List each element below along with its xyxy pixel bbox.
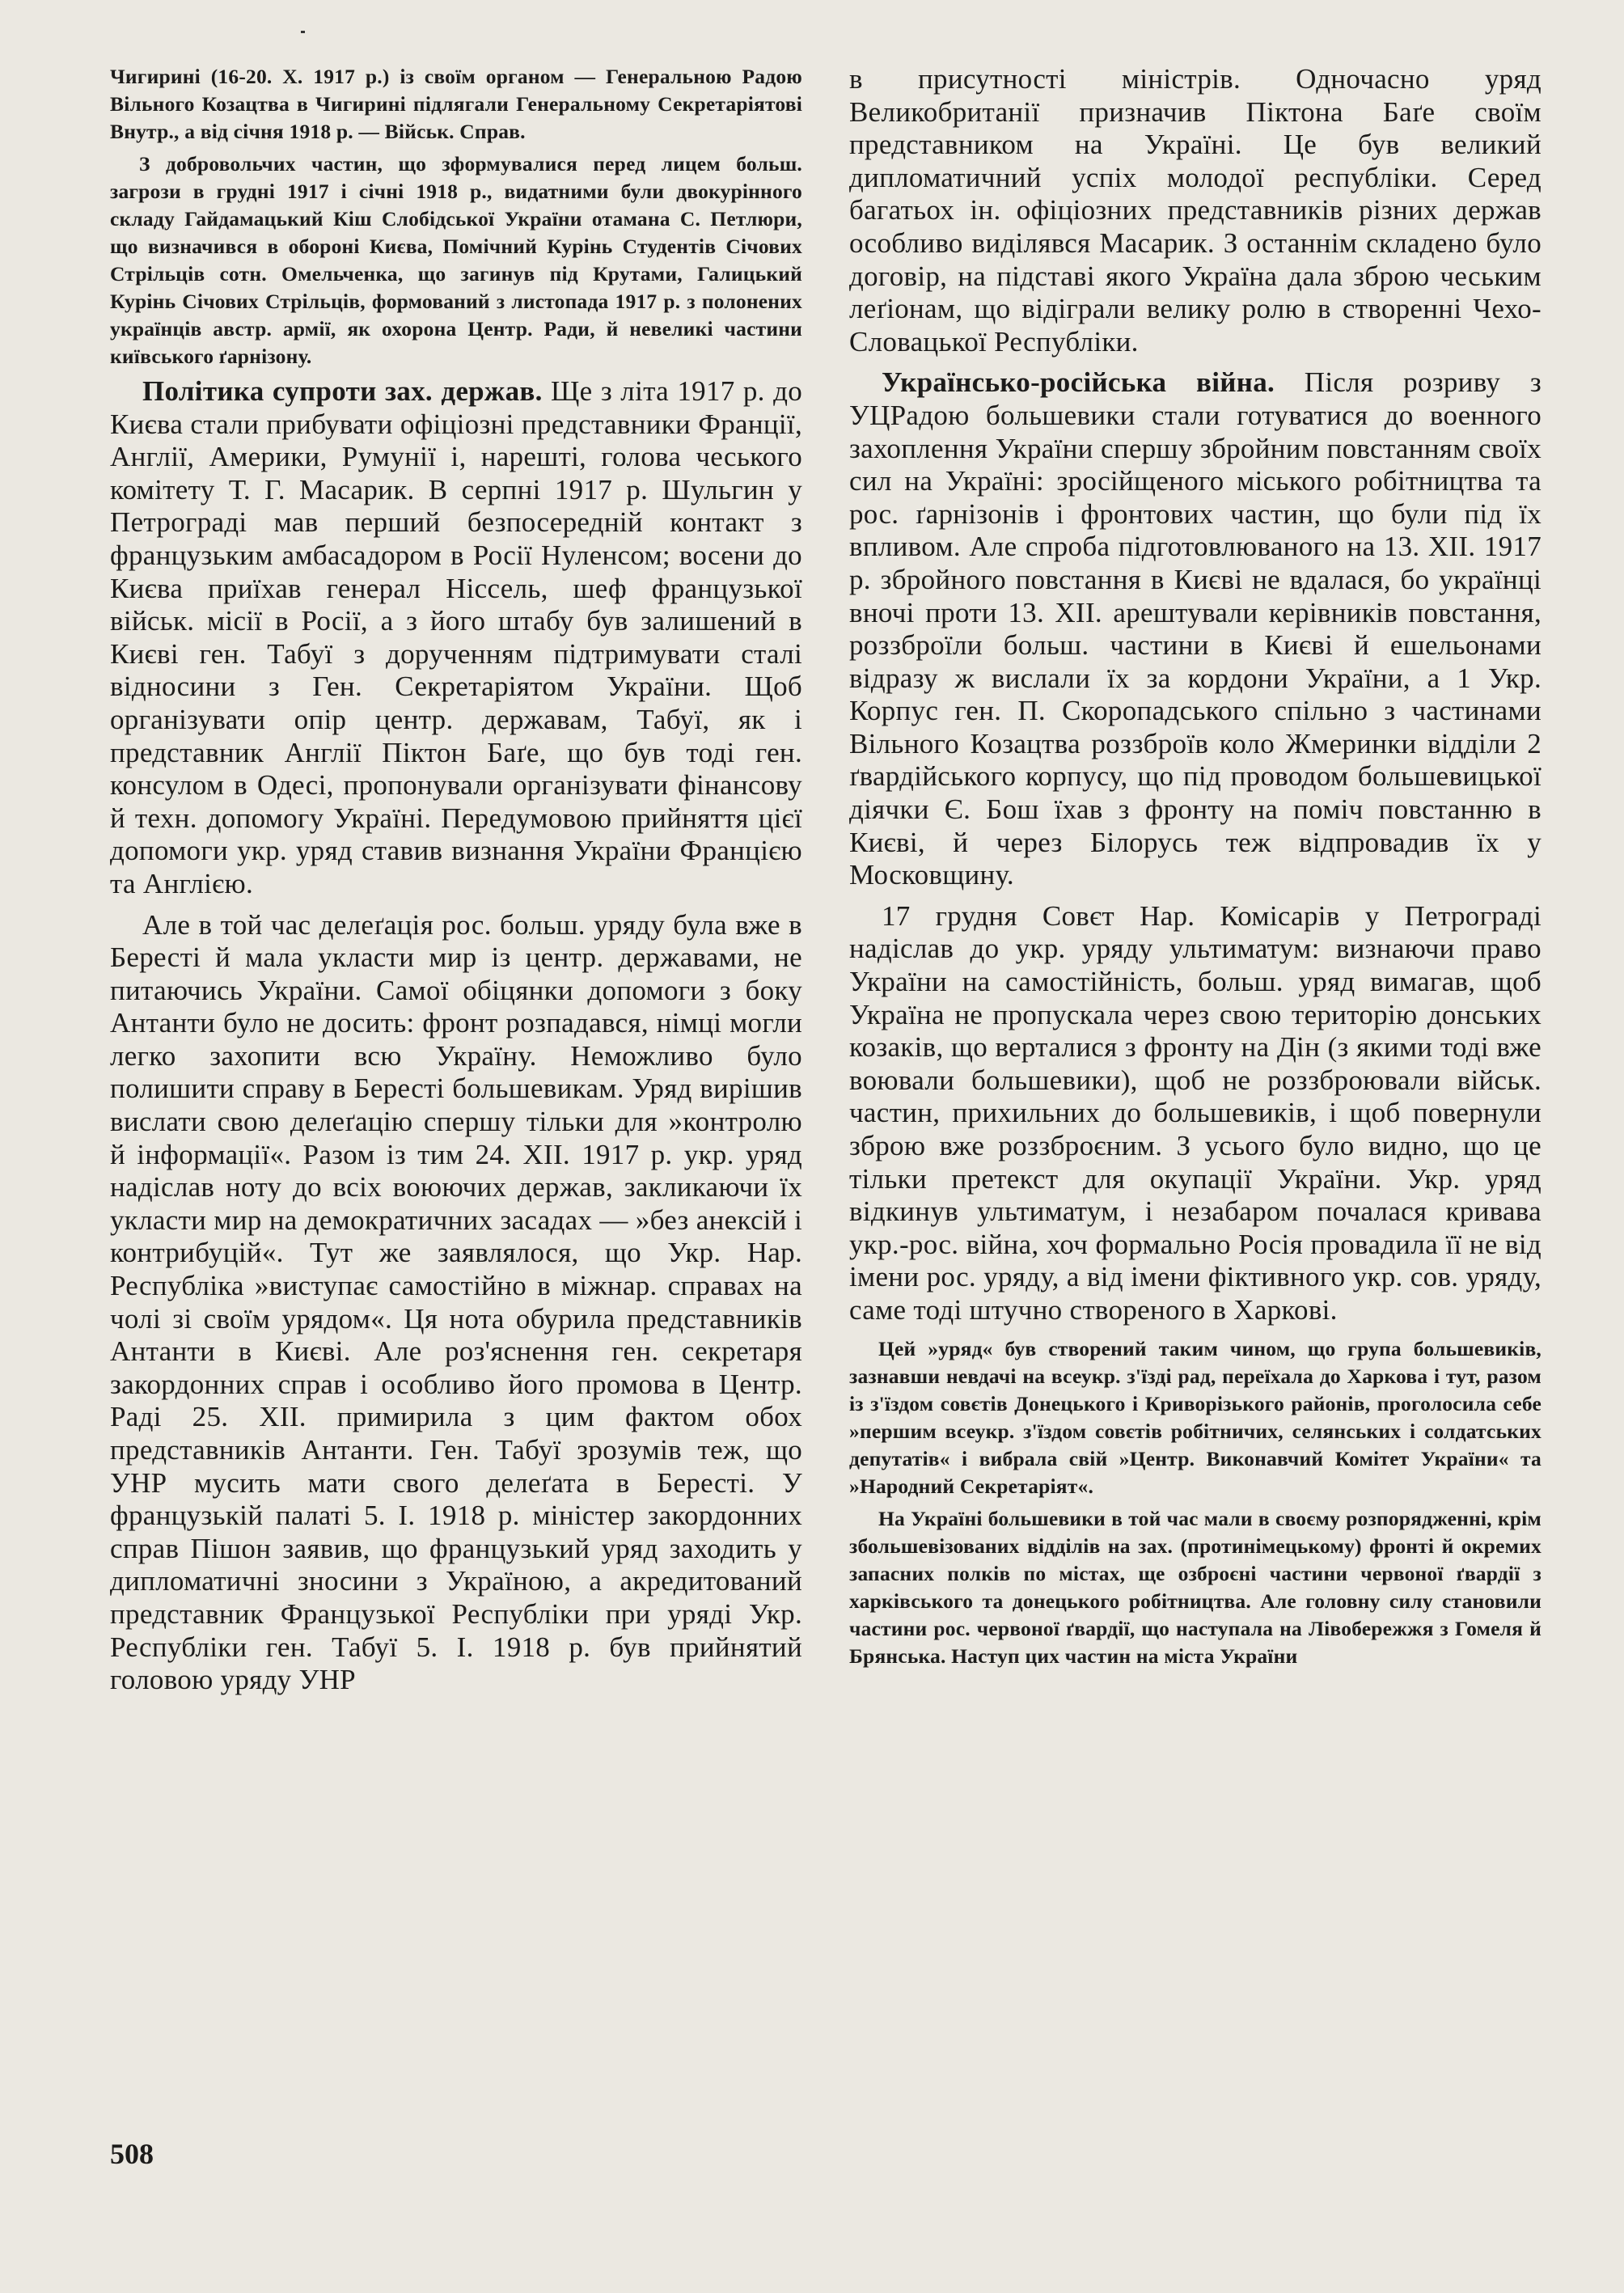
left-paragraph-3 — [110, 375, 802, 901]
print-speck — [301, 31, 305, 33]
left-paragraph-1: Чигирині (16-20. X. 1917 р.) із своїм органом — Генеральною Радою Вільного Козацтва в Чигирині підлягали Генеральному Секретаріятові Внутр., а від січня 1918 р. — Військ. Справ. — [110, 65, 802, 143]
left-paragraph-3-body: Ще з літа 1917 р. до Києва стали прибувати офіціозні представники Франції, Англії, Америки, Румунії і, нарешті, голова чеського комітету Т. Г. Масарик. В серпні 1917 р. Шульгин у Петрограді мав перший безпосередній контакт з французьким амбасадором в Росії Нуленсом; восени до Києва приїхав генерал Ніссель, шеф французької військ. місії в Росії, а з його штабу був залишений в Києві ген. Табуї з дорученням підтримувати сталі відносини з Ген. Секретаріятом України. Щоб організувати опір центр. державам, Табуї, як і представник Англії Піктон Баґе, що був тоді ген. консулом в Одесі, пропонували організувати фінансову й техн. допомогу Україні. Передумовою прийняття цієї допомоги укр. уряд ставив визнання України Францією та Англією. — [110, 375, 802, 899]
page-number: 508 — [110, 2138, 154, 2170]
right-paragraph-2 — [849, 366, 1542, 892]
left-column — [110, 63, 802, 1705]
section-heading-western-states: Політика супроти зах. держав. — [142, 375, 543, 407]
right-column — [849, 63, 1542, 1675]
section-heading-ukr-rus-war: Українсько-російська війна. — [882, 366, 1275, 399]
right-paragraph-5: На Україні большевики в той час мали в своєму розпорядженні, крім збольшевізованих відділів на зах. (протинімецькому) фронті й окремих запасних полків по містах, ще озброєні частини червоної ґвардії з харківського та донецького робітництва. Але головну силу становили частини рос. червоної ґвардії, що наступала на Лівобережжя з Гомеля й Брянська. Наступ цих частин на міста України — [849, 1506, 1542, 1668]
right-paragraph-1: в присутності міністрів. Одночасно уряд Великобританії призначив Піктона Баґе своїм представником на Україні. Це був великий дипломатичний успіх молодої республіки. Серед багатьох ін. офіціозних представників різних держав особливо виділявся Масарик. З останнім складено було договір, на підставі якого Україна дала зброю чеським леґіонам, що відіграли велику ролю в створенні Чехо-Словацької Республіки. — [849, 63, 1542, 357]
right-paragraph-3: 17 грудня Совєт Нар. Комісарів у Петрограді надіслав до укр. уряду ультиматум: визнаючи право України на самостійність, больш. уряд вимагав, щоб Україна не пропускала через свою територію донських козаків, що верталися з фронту на Дін (з якими тоді вже воювали большевики), щоб не роззброювали військ. частин, прихильних до большевиків, і щоб повернули зброю вже роззброєним. З усього було видно, що це тільки претекст для окупації України. Укр. уряд відкинув ультиматум, і незабаром почалася кривава укр.-рос. війна, хоч формально Росія провадила її не від імени рос. уряду, а від імени фіктивного укр. сов. уряду, саме тоді штучно створеного в Харкові. — [849, 899, 1542, 1326]
right-paragraph-4: Цей »уряд« був створений таким чином, що група большевиків, зазнавши невдачі на всеукр. з'їзді рад, переїхала до Харкова і тут, разом із з'їздом совєтів Донецького і Криворізького районів, проголосила себе »першим всеукр. з'їздом совєтів робітничих, селянських і солдатських депутатів« і вибрала свій »Центр. Виконавчий Комітет України« та »Народний Секретаріят«. — [849, 1336, 1542, 1498]
left-paragraph-2: З добровольчих частин, що зформувалися перед лицем больш. загрози в грудні 1917 і січні 1918 р., видатними були двокурінного складу Гайдамацький Кіш Слобідської України отамана С. Петлюри, що визначився в обороні Києва, Помічний Курінь Студентів Січових Стрільців сотн. Омельченка, що загинув під Крутами, Галицький Курінь Січових Стрільців, формований з листопада 1917 р. з полонених українців австр. армії, як охорона Центр. Ради, й невеликі частини київського ґарнізону. — [110, 152, 802, 368]
right-paragraph-2-body: Після розриву з УЦРадою большевики стали готуватися до военного захоплення України спершу збройним повстанням своїх сил на Україні: зросійщеного міського робітництва та рос. ґарнізонів і фронтових частин, що були під їх впливом. Але спроба підготовлюваного на 13. XII. 1917 р. збройного повстання в Києві не вдалася, бо українці вночі проти 13. XII. арештували керівників повстання, роззброїли больш. частини в Києві й ешельонами відразу ж вислали їх за кордони України, а 1 Укр. Корпус ген. П. Скоропадського спільно з частинами Вільного Козацтва роззброїв коло Жмеринки відділи 2 ґвардійського корпусу, що під проводом большевицької діячки Є. Бош їхав з фронту на поміч повстанню в Києві, й через Білорусь теж відпровадив їх у Московщину. — [849, 366, 1542, 891]
left-paragraph-4: Але в той час делеґація рос. больш. уряду була вже в Бересті й мала укласти мир із центр. державами, не питаючись України. Самої обіцянки допомоги з боку Антанти було не досить: фронт розпадався, німці могли легко захопити всю Україну. Неможливо було полишити справу в Бересті большевикам. Уряд вирішив вислати свою делеґацію спершу тільки для »контролю й інформації«. Разом із тим 24. XII. 1917 р. укр. уряд надіслав ноту до всіх воюючих держав, закликаючи їх укласти мир на демократичних засадах — »без анексій і контрибуцій«. Тут же заявлялося, що Укр. Нар. Республіка »виступає самостійно в міжнар. справах на чолі зі своїм урядом«. Ця нота обурила представників Антанти в Києві. Але роз'яснення ген. секретаря закордонних справ і особливо його промова в Центр. Раді 25. XII. примирила з цим фактом обох представників Антанти. Ген. Табуї зрозумів теж, що УНР мусить мати свого делеґата в Бересті. У французькій палаті 5. I. 1918 р. міністер закордонних справ Пішон заявив, що французький уряд заходить у дипломатичні зносини з Україною, а акредитований представник Французької Республіки при уряді Укр. Республіки ген. Табуї 5. I. 1918 р. був прийнятий головою уряду УНР — [110, 908, 802, 1696]
